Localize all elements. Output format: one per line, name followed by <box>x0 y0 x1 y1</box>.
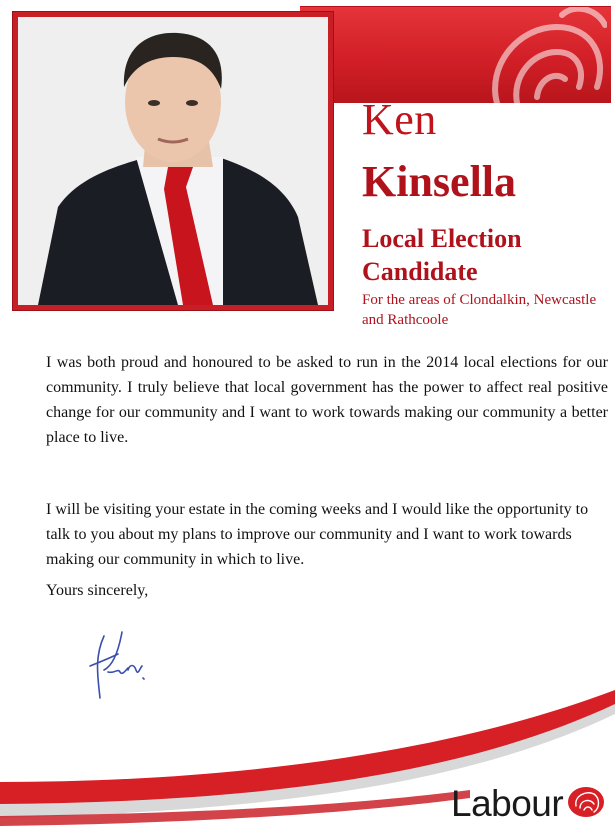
candidate-photo <box>18 17 328 305</box>
letter-closing: Yours sincerely, <box>46 582 149 599</box>
header-banner <box>300 6 611 103</box>
rose-icon <box>457 7 607 103</box>
labour-logo-text: Labour <box>451 783 564 824</box>
candidate-area: For the areas of Clondalkin, Newcastle and Rathcoole <box>362 292 597 328</box>
rose-icon <box>564 784 608 820</box>
letter-paragraph-1: I was both proud and honoured to be asked to run in the 2014 local elections for our community. I truly believe that local government has the power to affect real positive change for our community and I want to work towards making our community a better place to live. <box>46 354 608 446</box>
candidate-first-name: Ken <box>362 95 437 144</box>
candidate-last-name: Kinsella <box>362 157 517 206</box>
letter-paragraph-2: I will be visiting your estate in the coming weeks and I would like the opportunity to talk to you about my plans to improve our community and I want to work towards making our community in which to live. <box>46 501 589 568</box>
candidate-photo-frame <box>13 12 333 310</box>
candidate-role: Local Election Candidate <box>362 224 522 286</box>
